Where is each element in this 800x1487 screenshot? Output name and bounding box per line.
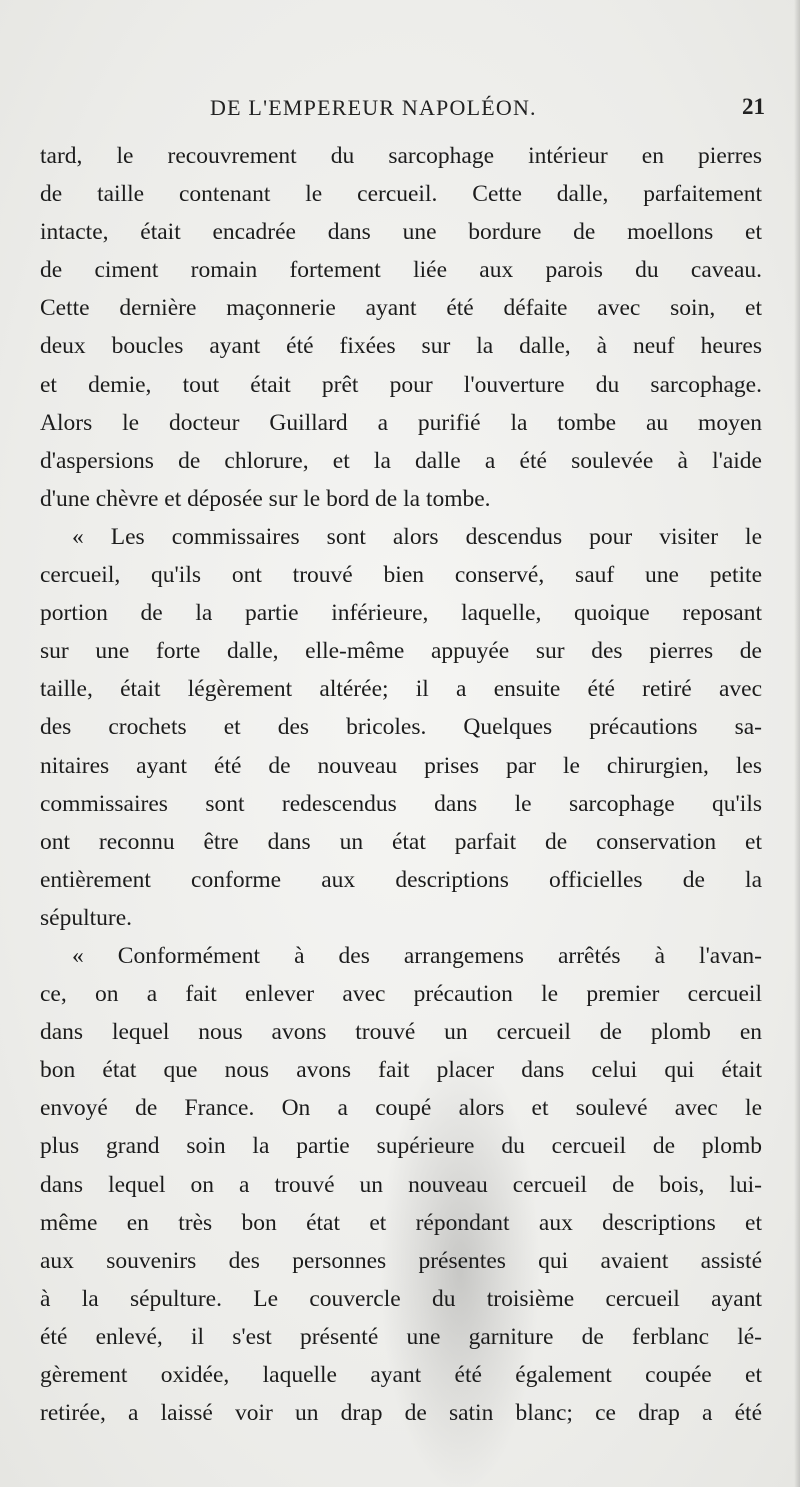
text-line: gèrement oxidée, laquelle ayant été également coupée et	[40, 1362, 762, 1388]
text-line: deux boucles ayant été fixées sur la dalle, à neuf heures	[40, 333, 762, 360]
text-line: d'aspersions de chlorure, et la dalle a été soulevée à l'aide	[40, 447, 762, 474]
text-line: entièrement conforme aux descriptions officielles de la	[40, 866, 762, 893]
text-line: taille, était légèrement altérée; il a ensuite été retiré avec	[40, 676, 762, 703]
page-header	[40, 95, 765, 125]
text-line: ont reconnu être dans un état parfait de conservation et	[40, 828, 762, 855]
text-line: portion de la partie inférieure, laquelle, quoique reposant	[40, 600, 762, 627]
text-line: intacte, était encadrée dans une bordure de moellons et	[40, 219, 762, 246]
text-line: Alors le docteur Guillard a purifié la tombe au moyen	[40, 409, 762, 436]
text-line: des crochets et des bricoles. Quelques précautions sa-	[40, 714, 762, 741]
text-line: de ciment romain fortement liée aux parois du caveau.	[40, 257, 762, 284]
text-line: commissaires sont redescendus dans le sarcophage qu'ils	[40, 790, 762, 817]
text-line: « Conformément à des arrangemens arrêtés à l'avan-	[72, 942, 762, 969]
text-line: même en très bon état et répondant aux descriptions et	[40, 1209, 762, 1236]
text-line: et demie, tout était prêt pour l'ouverture du sarcophage.	[40, 371, 762, 398]
text-line: envoyé de France. On a coupé alors et soulevé avec le	[40, 1095, 762, 1122]
text-line: à la sépulture. Le couvercle du troisième cercueil ayant	[40, 1285, 762, 1312]
text-line: ce, on a fait enlever avec précaution le premier cercueil	[40, 981, 762, 1008]
text-line: tard, le recouvrement du sarcophage intérieur en pierres	[40, 143, 762, 169]
text-line: Cette dernière maçonnerie ayant été défaite avec soin, et	[40, 295, 762, 322]
page-number: 21	[742, 94, 765, 119]
text-line: dans lequel on a trouvé un nouveau cercueil de bois, lui-	[40, 1171, 762, 1198]
running-head: DE L'EMPEREUR NAPOLÉON.	[210, 95, 537, 120]
text-line: été enlevé, il s'est présenté une garniture de ferblanc lé-	[40, 1323, 762, 1350]
page-edge-shadow	[794, 0, 800, 1487]
text-line: aux souvenirs des personnes présentes qui avaient assisté	[40, 1247, 762, 1274]
body-text	[40, 137, 762, 1432]
text-line: d'une chèvre et déposée sur le bord de la tombe.	[40, 485, 491, 512]
text-line: sur une forte dalle, elle-même appuyée sur des pierres de	[40, 638, 762, 665]
text-line: « Les commissaires sont alors descendus pour visiter le	[72, 523, 762, 550]
text-line: plus grand soin la partie supérieure du cercueil de plomb	[40, 1133, 762, 1160]
text-line: cercueil, qu'ils ont trouvé bien conservé, sauf une petite	[40, 562, 762, 589]
text-line: nitaires ayant été de nouveau prises par le chirurgien, les	[40, 752, 762, 779]
text-line: de taille contenant le cercueil. Cette dalle, parfaitement	[40, 181, 762, 208]
text-line: dans lequel nous avons trouvé un cercueil de plomb en	[40, 1019, 762, 1046]
text-line: bon état que nous avons fait placer dans celui qui était	[40, 1057, 762, 1084]
text-line: retirée, a laissé voir un drap de satin blanc; ce drap a été	[40, 1400, 762, 1427]
text-line: sépulture.	[40, 904, 133, 931]
